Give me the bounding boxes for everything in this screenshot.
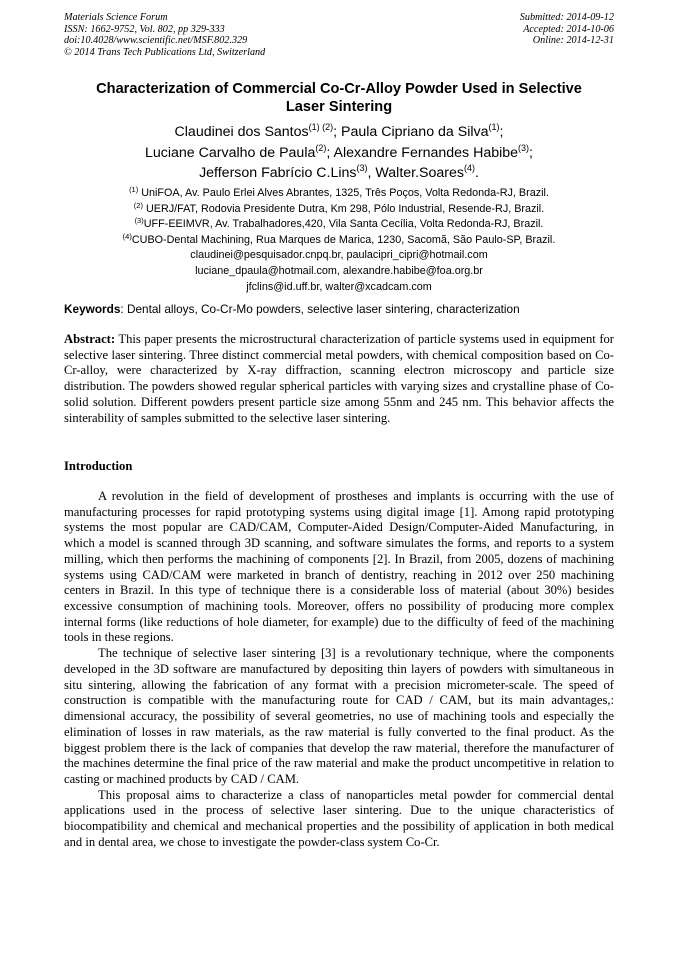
- email-line: luciane_dpaula@hotmail.com, alexandre.habibe@foa.org.br: [195, 264, 483, 277]
- author-line-3: [64, 163, 614, 184]
- email-line: jfclins@id.uff.br, walter@xcadcam.com: [246, 280, 432, 293]
- submitted-date: Submitted: 2014-09-12: [519, 12, 614, 23]
- affiliation-line: [64, 217, 614, 233]
- accepted-date: Accepted: 2014-10-06: [523, 23, 614, 35]
- abstract-text: This paper presents the microstructural characterization of particle systems used in equipment for selective laser sintering. Three distinct commercial metal powders, with chemical composition based on Co-Cr-alloy, were characterized by X-ray diffraction, scanning electron microscopy and particle size distribution. The powders showed regular spherical particles with varying sizes and crystalline phase of Co-solid solution. Different powders present particle size among 55nm and 245 nm. This behavior affects the sinterability of samples submitted to the selective laser sintering.: [64, 332, 614, 425]
- journal-name: Materials Science Forum: [64, 12, 168, 23]
- author-name: Walter.Soares: [375, 165, 464, 181]
- paper-title: [64, 80, 614, 116]
- author-list: [64, 122, 614, 184]
- author-name: Claudinei dos Santos: [174, 124, 309, 140]
- affiliation-text: CUBO-Dental Machining, Rua Marques de Marica, 1230, Sacomã, São Paulo-SP, Brazil.: [131, 233, 556, 246]
- doi-line: doi:10.4028/www.scientific.net/MSF.802.329: [64, 35, 248, 47]
- author-affiliation-mark: (3): [356, 163, 368, 173]
- affiliation-mark: (2): [133, 200, 143, 210]
- author-separator: ;: [333, 124, 342, 140]
- copyright-line: © 2014 Trans Tech Publications Ltd, Switzerland: [64, 46, 266, 58]
- author-affiliation-mark: (1) (2): [308, 122, 334, 132]
- author-line-1: [64, 122, 614, 143]
- affiliation-text: UniFOA, Av. Paulo Erlei Alves Abrantes, 1325, Três Poços, Volta Redonda-RJ, Brazil.: [138, 187, 549, 199]
- author-name: Alexandre Fernandes Habibe: [333, 144, 519, 161]
- section-heading-introduction: Introduction: [64, 459, 133, 473]
- author-affiliation-mark: (4): [463, 163, 475, 173]
- publication-dates: [520, 12, 614, 47]
- affiliation-mark: (1): [129, 185, 139, 194]
- author-separator: ;: [529, 144, 533, 161]
- author-affiliation-mark: (1): [488, 122, 500, 132]
- abstract: [64, 332, 614, 426]
- author-affiliation-mark: (2): [315, 142, 327, 153]
- affiliation-mark: (4): [122, 231, 132, 241]
- affiliation-line: [64, 202, 614, 218]
- author-name: Jefferson Fabrício C.Lins: [199, 165, 357, 181]
- paragraph: This proposal aims to characterize a class of nanoparticles metal powder for commercial dental applications used in the process of selective laser sintering. Due to the unique characteristics of biocompatibility and chemical and mechanical properties and the possibility of application in both medical and in dental area, we chose to investigate the powder-class system Co-Cr.: [64, 787, 614, 849]
- abstract-label: Abstract:: [64, 332, 116, 346]
- author-name: Paula Cipriano da Silva: [341, 124, 489, 140]
- author-line-2: [64, 143, 614, 164]
- keywords-text: : Dental alloys, Co-Cr-Mo powders, selective laser sintering, characterization: [120, 302, 520, 316]
- email-line: claudinei@pesquisador.cnpq.br, paulacipri_cipri@hotmail.com: [190, 249, 488, 262]
- affiliation-text: UFF-EEIMVR, Av. Trabalhadores,420, Vila Santa Cecília, Volta Redonda-RJ, Brazil.: [143, 218, 544, 231]
- paragraph: A revolution in the field of development of prostheses and implants is occurring with the use of manufacturing processes for rapid prototyping systems using digital image [1]. Among rapid prototyping systems the most popular are CAD/CAM, Computer-Aided Design/Computer-Aided Manufacturing, in which a model is scanned through 3D scanning, and software simulates the forms, and reports to a system milling, which then performs the machining of components [2]. In Brazil, from 2005, dozens of machining systems using CAD/CAM were marketed in branch of dentistry, reaching in 2012 over 250 machining centers in Brazil. In this type of technique there is a considerable loss of material (about 30%) besides excessive consumption of machining tools. Moreover, offers no possibility of producing more complex internal forms (like reductions of hole diameter, for example) due to the difficulty of feed of the machining tools in these regions.: [64, 489, 614, 645]
- keywords-label: Keywords: [64, 302, 121, 316]
- affiliation-line: [64, 186, 614, 202]
- author-affiliation-mark: (3): [518, 142, 530, 153]
- keywords: [64, 301, 624, 317]
- affiliation-text: UERJ/FAT, Rodovia Presidente Dutra, Km 298, Pólo Industrial, Resende-RJ, Brazil.: [142, 202, 545, 215]
- affiliation-line: [64, 233, 614, 249]
- title-line-2: Laser Sintering: [285, 99, 393, 115]
- issn-line: ISSN: 1662-9752, Vol. 802, pp 329-333: [64, 23, 225, 35]
- online-date: Online: 2014-12-31: [532, 35, 614, 47]
- title-line-1: Characterization of Commercial Co-Cr-Alloy Powder Used in Selective: [96, 81, 582, 97]
- author-separator: .: [474, 165, 479, 181]
- affiliations: [64, 186, 614, 295]
- journal-info: [64, 12, 265, 58]
- introduction-body: [64, 489, 614, 851]
- author-separator: ;: [326, 144, 334, 161]
- author-separator: ;: [499, 124, 504, 140]
- author-name: Luciane Carvalho de Paula: [145, 144, 316, 161]
- author-separator: ,: [367, 165, 376, 181]
- affiliation-mark: (3): [134, 216, 144, 226]
- paragraph: The technique of selective laser sintering [3] is a revolutionary technique, where the components developed in the 3D software are manufactured by depositing thin layers of powders with simultaneous in situ sintering, allowing the fabrication of any format with a precision micrometer-scale. The speed of construction is compatible with the manufacturing route for CAD / CAM, but its main advantages,: dimensional accuracy, the possibility of several geometries, no use of machining tools and especially the elimination of losses in raw materials, as the raw material is fully converted to the final product. As the biggest problem there is the lack of companies that develop the raw material, therefore the manufacturer of the machines determine the final price of the raw material and make the product uncompetitive in relation to casting or machined products by CAD / CAM.: [64, 646, 614, 786]
